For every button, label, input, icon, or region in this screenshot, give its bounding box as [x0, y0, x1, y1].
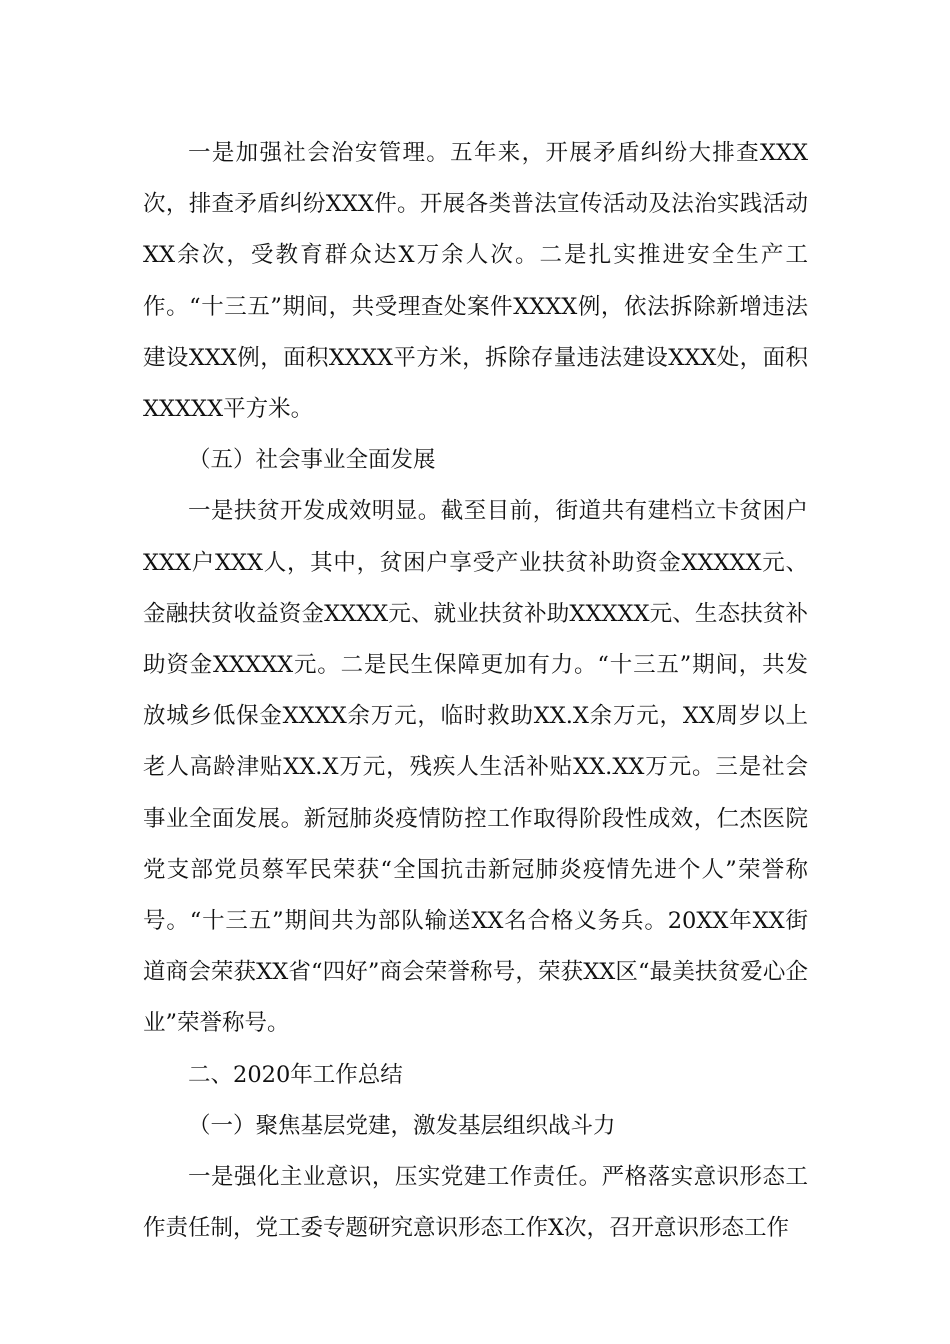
paragraph-public-security: 一是加强社会治安管理。五年来，开展矛盾纠纷大排查XXX次，排查矛盾纠纷XXX件。开展各类普法宣传活动及法治实践活动XX余次，受教育群众达X万余人次。二是扎实推进安全生产工作。“十三五”期间，共受理查处案件XXXX例，依法拆除新增违法建设XXX例，面积XXXX平方米，拆除存量违法建设XXX处，面积XXXXX平方米。 — [143, 140, 808, 423]
section-heading-social-undertakings: （五）社会事业全面发展 — [188, 447, 436, 474]
document-body — [143, 128, 808, 1254]
paragraph-poverty-alleviation: 一是扶贫开发成效明显。截至目前，街道共有建档立卡贫困户XXX户XXX人，其中，贫困户享受产业扶贫补助资金XXXXX元、金融扶贫收益资金XXXX元、就业扶贫补助XXXXX元、生态扶贫补助资金XXXXX元。二是民生保障更加有力。“十三五”期间，共发放城乡低保金XXXX余万元，临时救助XX.X余万元，XX周岁以上老人高龄津贴XX.X万元，残疾人生活补贴XX.XX万元。三是社会事业全面发展。新冠肺炎疫情防控工作取得阶段性成效，仁杰医院党支部党员蔡军民荣获“全国抗击新冠肺炎疫情先进个人”荣誉称号。“十三五”期间共为部队输送XX名合格义务兵。20XX年XX街道商会荣获XX省“四好”商会荣誉称号，荣获XX区“最美扶贫爱心企业”荣誉称号。 — [143, 498, 808, 1037]
subsection-heading-party-building: （一）聚焦基层党建，激发基层组织战斗力 — [188, 1112, 616, 1139]
paragraph-party-responsibility: 一是强化主业意识，压实党建工作责任。严格落实意识形态工作责任制，党工委专题研究意识形态工作X次，召开意识形态工作 — [143, 1164, 808, 1242]
section-heading-2020-summary: 二、2020年工作总结 — [188, 1061, 403, 1088]
